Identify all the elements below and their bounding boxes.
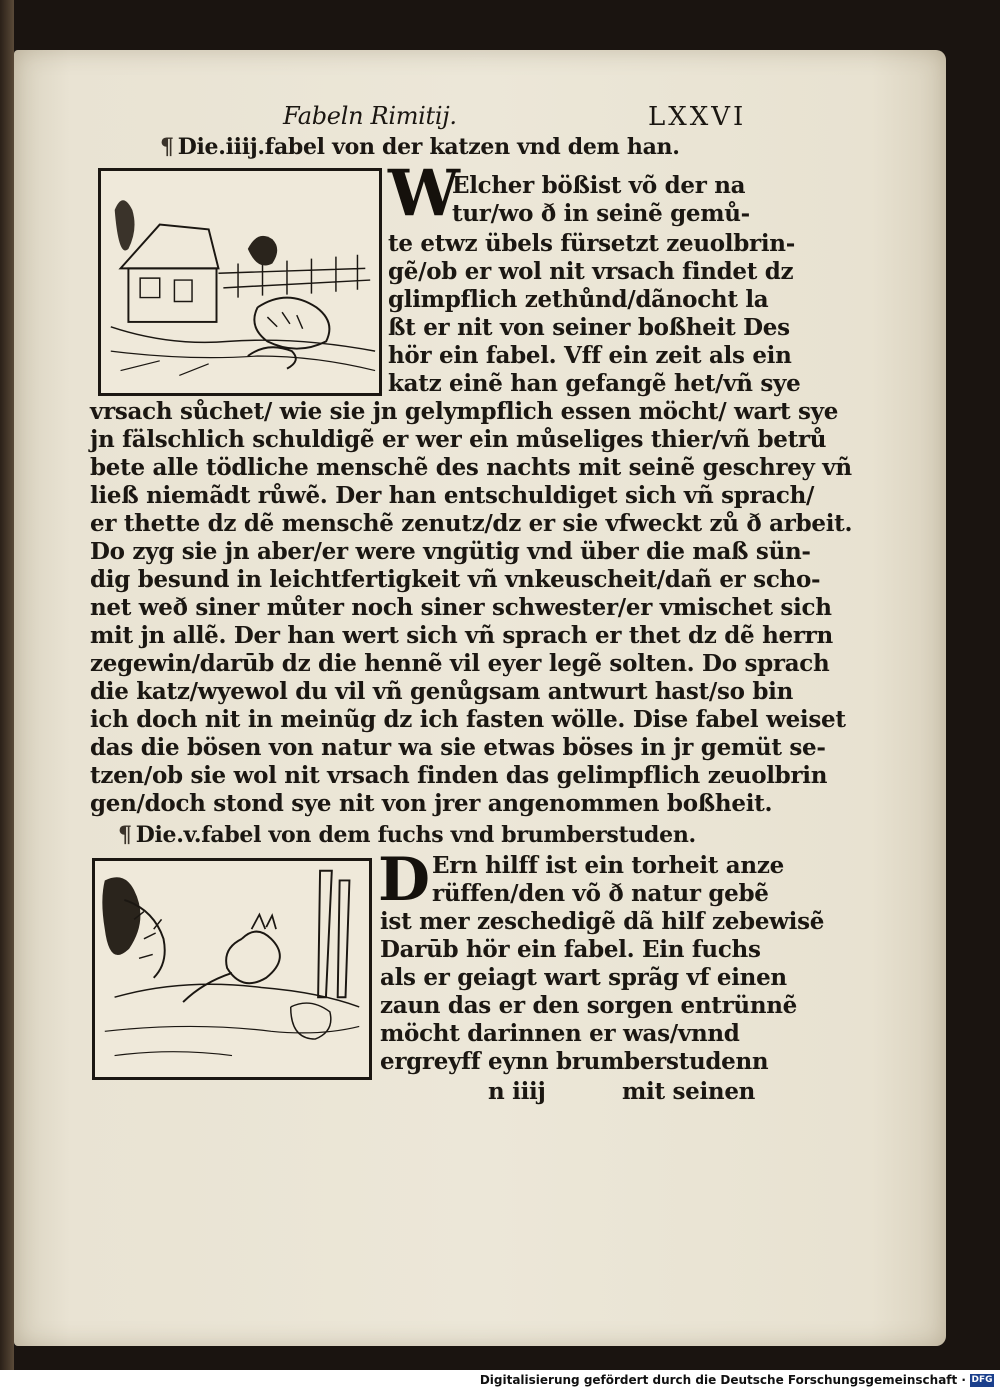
pilcrow-icon: ¶ <box>118 822 132 848</box>
woodcut-cat-and-rooster <box>98 168 382 396</box>
fable5-line: möcht darinnen er was/vnnd <box>380 1020 740 1047</box>
fable5-line: zaun das er den sorgen entrünnẽ <box>380 992 798 1019</box>
fable4-line: tzen/ob sie wol nit vrsach finden das gelimpflich zeuolbrin <box>90 762 828 789</box>
fable4-line: glimpflich zethůnd/dãnocht la <box>388 286 769 313</box>
fable5-line: als er geiagt wart sprãg vf einen <box>380 964 787 991</box>
signature-mark: n iiij <box>488 1078 546 1105</box>
fable4-line: er thette dz dẽ menschẽ zenutz/dz er sie vfweckt zů ð arbeit. <box>90 510 853 537</box>
fable4-line: jn fälschlich schuldigẽ er wer ein můseliges thier/vñ betrů <box>90 426 827 453</box>
fable5-heading-text: Die.v.fabel von dem fuchs vnd brumberstuden. <box>135 822 696 848</box>
fable4-line: ich doch nit in meinũg dz ich fasten wölle. Dise fabel weiset <box>90 706 846 733</box>
digitization-credit: Digitalisierung gefördert durch die Deutsche Forschungsgemeinschaft · <box>479 1373 966 1387</box>
fable4-heading-text: Die.iiij.fabel von der katzen vnd dem han. <box>177 134 680 160</box>
fable4-line: ließ niemãdt růwẽ. Der han entschuldiget sich vñ sprach/ <box>90 482 815 509</box>
pilcrow-icon: ¶ <box>160 134 174 160</box>
fable4-line: ßt er nit von seiner boßheit Des <box>388 314 790 341</box>
fable5-line: Ern hilff ist ein torheit anze <box>432 852 784 879</box>
fable5-line: ergreyff eynn brumberstudenn <box>380 1048 769 1075</box>
fable4-line: dig besund in leichtfertigkeit vñ vnkeuscheit/dañ er scho- <box>90 566 821 593</box>
fable4-line: vrsach sůchet/ wie sie jn gelympflich essen möcht/ wart sye <box>90 398 839 425</box>
fable4-line: zegewin/darūb dz die hennẽ vil eyer legẽ solten. Do sprach <box>90 650 830 677</box>
fable4-line: die katz/wyewol du vil vñ genůgsam antwurt hast/so bin <box>90 678 794 705</box>
fable5-line: ist mer zeschedigẽ dã hilf zebewisẽ <box>380 908 825 935</box>
fable4-line: Do zyg sie jn aber/er were vngütig vnd über die maß sün- <box>90 538 811 565</box>
fable4-line: hör ein fabel. Vff ein zeit als ein <box>388 342 792 369</box>
fable5-line: rüffen/den võ ð natur gebẽ <box>432 880 769 907</box>
fable4-dropcap: W <box>388 156 460 231</box>
fable5-line: Darūb hör ein fabel. Ein fuchs <box>380 936 761 963</box>
folio-number: LXXVI <box>648 102 747 132</box>
fable4-line: bete alle tödliche menschẽ des nachts mit seinẽ geschrey vñ <box>90 454 852 481</box>
fable4-line: das die bösen von natur wa sie etwas böses in jr gemüt se- <box>90 734 826 761</box>
book-spine <box>0 0 14 1370</box>
running-title: Fabeln Rimitij. <box>283 102 457 130</box>
catchword: mit seinen <box>622 1078 756 1105</box>
fable4-line: gẽ/ob er wol nit vrsach findet dz <box>388 258 794 285</box>
fable4-line: Elcher bößist võ der na <box>452 172 746 199</box>
fable4-line: mit jn allẽ. Der han wert sich vñ sprach er thet dz dẽ herrn <box>90 622 833 649</box>
dfg-logo: DFG <box>971 1375 993 1385</box>
fable4-line: gen/doch stond sye nit von jrer angenommen boßheit. <box>90 790 773 817</box>
woodcut-fox-and-bramble <box>92 858 372 1080</box>
fable4-line: net weð siner můter noch siner schwester/er vmischet sich <box>90 594 832 621</box>
fable5-dropcap: D <box>378 845 431 915</box>
fable4-line: tur/wo ð in seinẽ gemů- <box>452 200 750 227</box>
fable4-line: te etwz übels fürsetzt zeuolbrin- <box>388 230 795 257</box>
fable4-line: katz einẽ han gefangẽ het/vñ sye <box>388 370 801 397</box>
